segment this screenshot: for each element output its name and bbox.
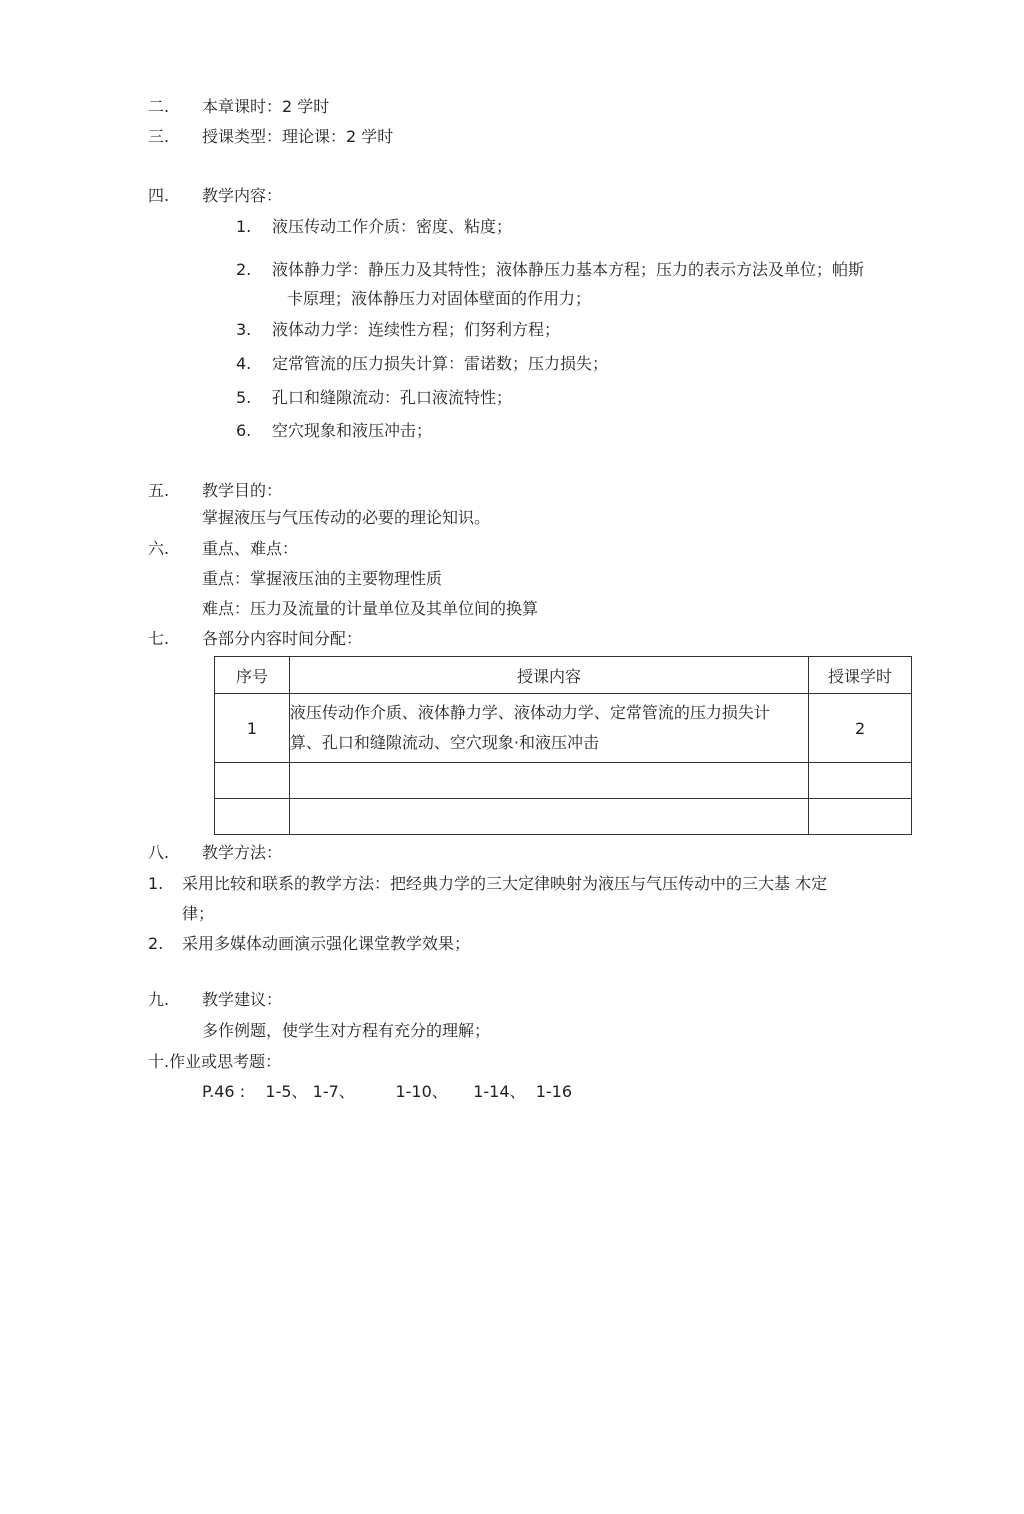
method-item-text-continued: 律； [182,904,215,923]
section-8-title: 教学方法： [202,843,283,862]
content-item-number: 3. [236,320,252,339]
section-9-body: 多作例题，使学生对方程有充分的理解； [202,1021,491,1040]
content-item-number: 4. [236,354,252,373]
section-5-body: 掌握液压与气压传动的必要的理论知识。 [202,508,491,527]
section-10-title: 十.作业或思考题： [148,1052,282,1071]
column-header-hours: 授课学时 [809,657,912,694]
cell-empty [289,763,808,799]
section-4-number: 四. [148,186,170,205]
table-row-empty [215,763,912,799]
table-header-row [215,657,912,694]
cell-empty [289,799,808,835]
method-item-number: 1. [148,874,164,893]
difficult-point-text: 难点：压力及流量的计量单位及其单位间的换算 [202,599,539,618]
section-2-text: 本章课时：2 学时 [202,97,330,116]
section-3-text: 授课类型：理论课：2 学时 [202,127,394,146]
table-row [215,694,912,763]
table-row-empty [215,799,912,835]
content-item-number: 6. [236,421,252,440]
section-4-title: 教学内容： [202,186,283,205]
section-6-title: 重点、难点： [202,539,299,558]
method-item-number: 2. [148,934,164,953]
content-item-text: 液体静力学：静压力及其特性；液体静压力基本方程；压力的表示方法及单位；帕斯 [272,260,865,279]
cell-hours: 2 [809,694,912,763]
section-8-number: 八. [148,843,170,862]
cell-content: 液压传动作介质、液体静力学、液体动力学、定常管流的压力损失计算、孔口和缝隙流动、空穴现象·和液压冲击 [289,694,808,763]
content-item-text: 空穴现象和液压冲击； [272,421,433,440]
column-header-content: 授课内容 [289,657,808,694]
content-item-text: 定常管流的压力损失计算：雷诺数；压力损失； [272,354,609,373]
content-item-number: 1. [236,217,252,236]
section-9-number: 九. [148,990,170,1009]
cell-empty [809,799,912,835]
content-item-text: 液压传动工作介质：密度、粘度； [272,217,513,236]
section-3-number: 三. [148,127,170,146]
method-item-text: 采用多媒体动画演示强化课堂教学效果； [182,934,471,953]
cell-number: 1 [215,694,290,763]
section-7-title: 各部分内容时间分配： [202,629,363,648]
content-item-number: 5. [236,388,252,407]
section-7-number: 七. [148,629,170,648]
section-5-number: 五. [148,481,170,500]
content-item-text: 液体动力学：连续性方程；们努利方程； [272,320,561,339]
time-allocation-table [214,656,912,835]
section-6-number: 六. [148,539,170,558]
section-9-title: 教学建议： [202,990,283,1009]
cell-empty [215,799,290,835]
method-item-text: 采用比较和联系的教学方法：把经典力学的三大定律映射为液压与气压传动中的三大基 木定 [182,874,828,893]
cell-empty [809,763,912,799]
key-point-text: 重点：掌握液压油的主要物理性质 [202,569,443,588]
section-5-title: 教学目的： [202,481,283,500]
section-2-number: 二. [148,97,170,116]
content-item-number: 2. [236,260,252,279]
homework-list: P.46 : 1-5、 1-7、 1-10、 1-14、 1-16 [202,1082,573,1101]
cell-empty [215,763,290,799]
column-header-number: 序号 [215,657,290,694]
content-item-text: 孔口和缝隙流动：孔口液流特性； [272,388,513,407]
content-item-text-continued: 卡原理；液体静压力对固体壁面的作用力； [287,289,592,308]
